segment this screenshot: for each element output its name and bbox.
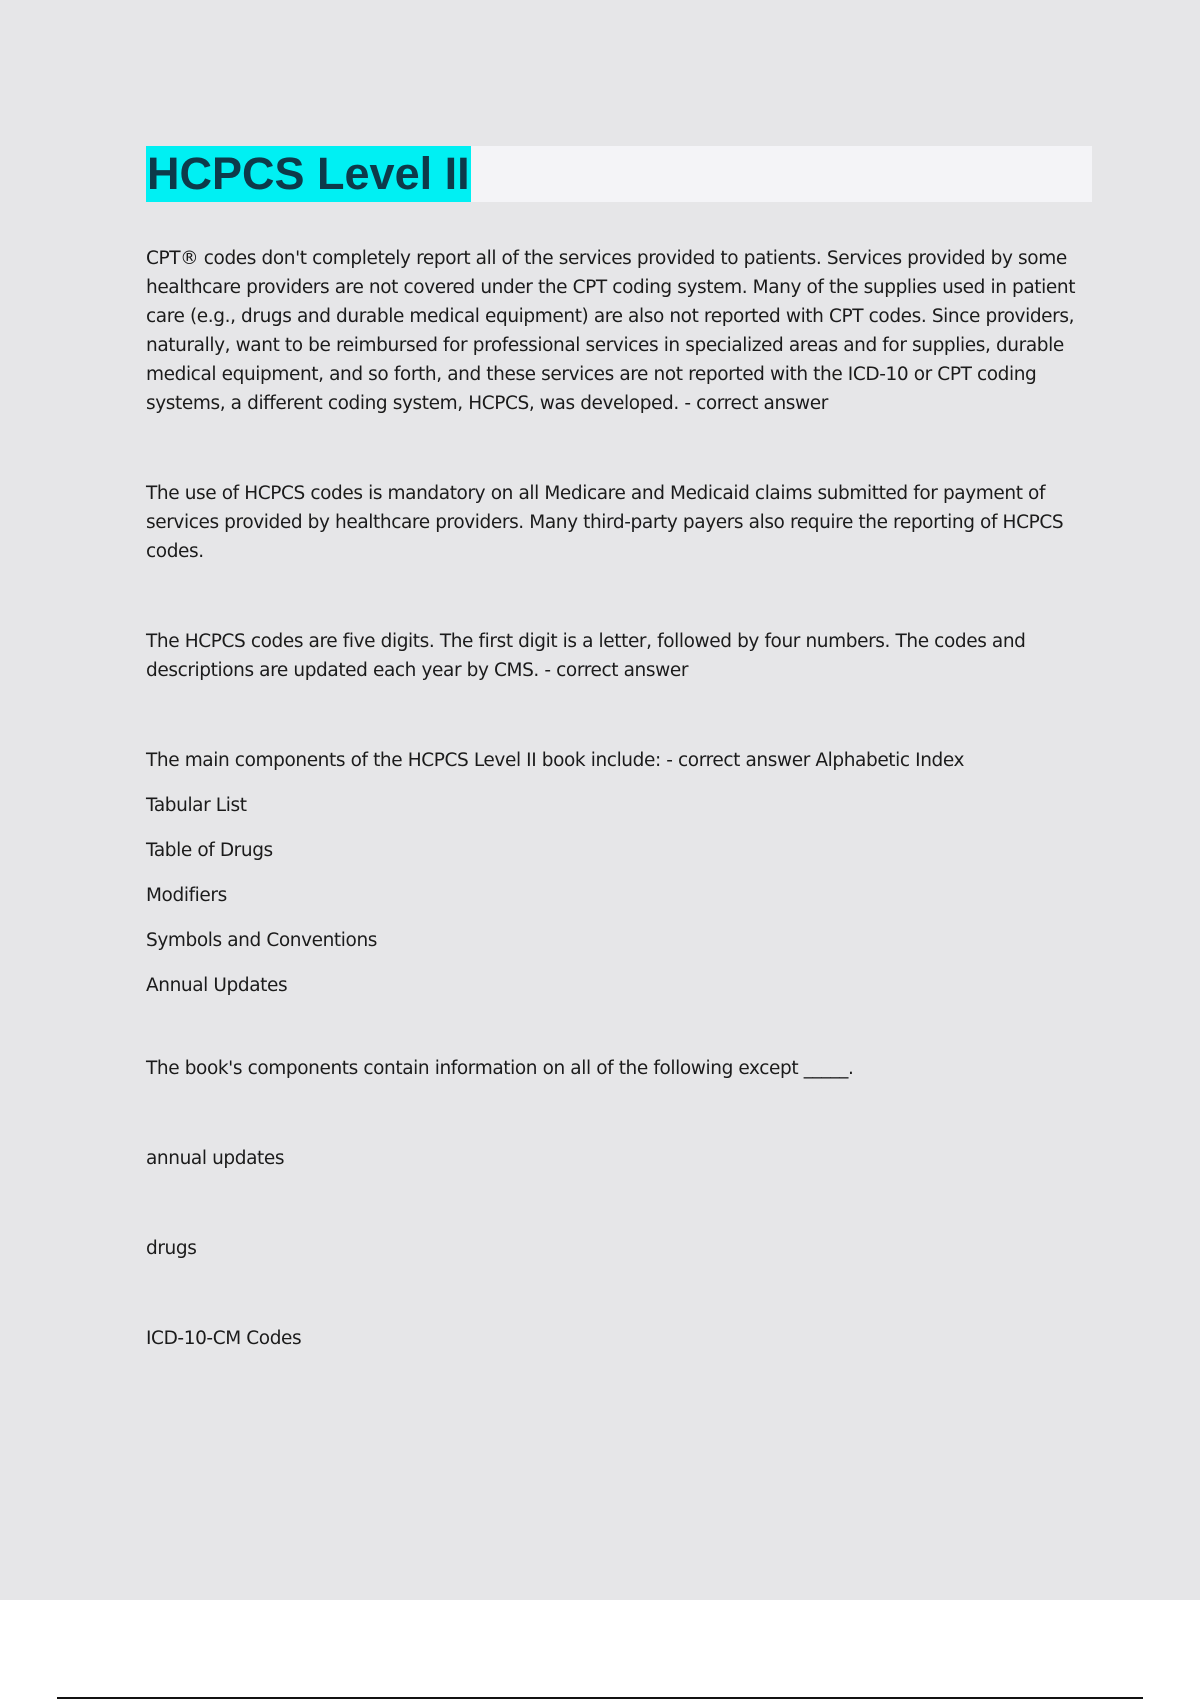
answer-option: annual updates	[146, 1148, 285, 1169]
component-item: Annual Updates	[146, 975, 288, 996]
answer-option: ICD-10-CM Codes	[146, 1328, 302, 1349]
document-body	[146, 244, 1092, 1353]
components-intro: The main components of the HCPCS Level II book include: - correct answer Alphabetic Index	[146, 750, 965, 771]
paragraph-code-format: The HCPCS codes are five digits. The first digit is a letter, followed by four numbers. The codes and descriptions are updated each year by CMS. - correct answer	[146, 631, 1026, 681]
page-title: HCPCS Level II	[146, 146, 471, 202]
answer-option: drugs	[146, 1238, 197, 1259]
component-item: Table of Drugs	[146, 840, 273, 861]
component-item: Modifiers	[146, 885, 227, 906]
footer-divider	[57, 1697, 1143, 1699]
paragraph-cpt-overview: CPT® codes don't completely report all of the services provided to patients. Services provided by some healthcare providers are not covered under the CPT coding system. Many of the supplies used in patient care (e.g., drugs and durable medical equipment) are also not reported with CPT codes. Since providers, naturally, want to be reimbursed for professional services in specialized areas and for supplies, durable medical equipment, and so forth, and these services are not reported with the ICD-10 or CPT coding systems, a different coding system, HCPCS, was developed. - correct answer	[146, 248, 1076, 414]
component-item: Symbols and Conventions	[146, 930, 378, 951]
paragraph-mandatory-use: The use of HCPCS codes is mandatory on all Medicare and Medicaid claims submitted for payment of services provided by healthcare providers. Many third-party payers also require the reporting of HCPCS codes.	[146, 483, 1064, 562]
question-text: The book's components contain information on all of the following except _____.	[146, 1058, 854, 1079]
component-item: Tabular List	[146, 795, 247, 816]
